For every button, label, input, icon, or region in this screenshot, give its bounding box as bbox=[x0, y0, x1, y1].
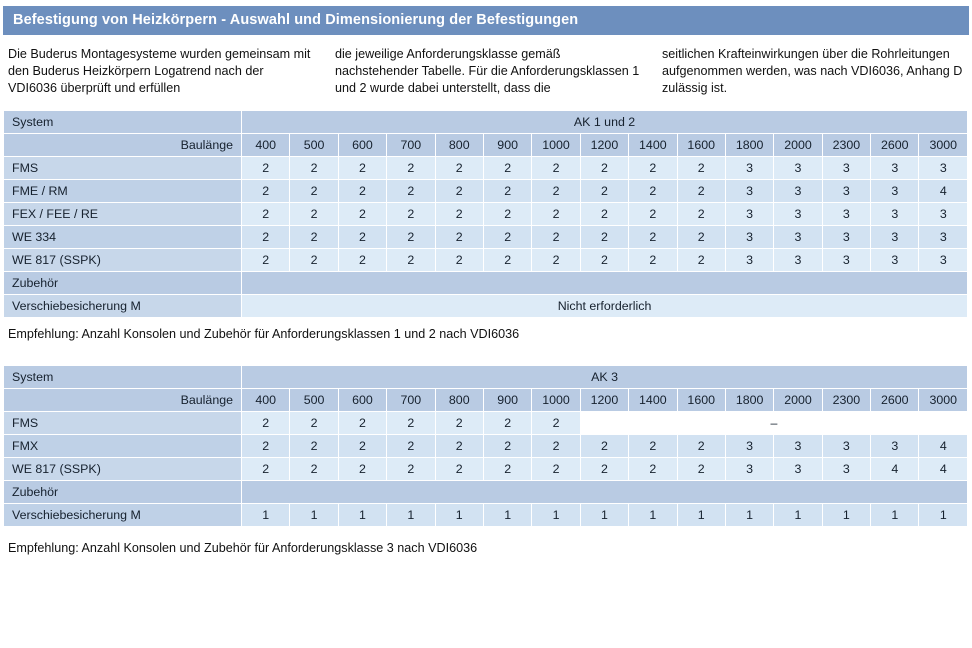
t2-length-800: 800 bbox=[435, 389, 483, 412]
t1-cell-0-12: 3 bbox=[822, 157, 870, 180]
t2-cell-0-2: 2 bbox=[338, 412, 386, 435]
table-row bbox=[4, 458, 968, 481]
table2-caption: Empfehlung: Anzahl Konsolen und Zubehör für Anforderungsklasse 3 nach VDI6036 bbox=[8, 541, 478, 555]
t1-cell-2-11: 3 bbox=[774, 203, 822, 226]
table-ak-1-und-2 bbox=[3, 110, 968, 318]
t2-cell-2-3: 2 bbox=[387, 458, 435, 481]
t1-cell-3-3: 2 bbox=[387, 226, 435, 249]
t2-accessory-cell-7: 1 bbox=[580, 504, 628, 527]
intro-text-block bbox=[8, 46, 967, 97]
t2-accessory-cell-6: 1 bbox=[532, 504, 580, 527]
t2-length-1400: 1400 bbox=[629, 389, 677, 412]
spacer bbox=[0, 341, 972, 365]
table-row-header-system bbox=[4, 366, 968, 389]
t1-cell-4-2: 2 bbox=[338, 249, 386, 272]
table-row bbox=[4, 435, 968, 458]
t2-cell-1-5: 2 bbox=[483, 435, 531, 458]
t1-length-1200: 1200 bbox=[580, 134, 628, 157]
t1-cell-1-14: 4 bbox=[919, 180, 968, 203]
t1-cell-4-12: 3 bbox=[822, 249, 870, 272]
t1-cell-4-6: 2 bbox=[532, 249, 580, 272]
t1-cell-3-7: 2 bbox=[580, 226, 628, 249]
t1-cell-1-11: 3 bbox=[774, 180, 822, 203]
t2-length-700: 700 bbox=[387, 389, 435, 412]
t2-length-900: 900 bbox=[483, 389, 531, 412]
t1-length-800: 800 bbox=[435, 134, 483, 157]
t2-cell-2-8: 2 bbox=[629, 458, 677, 481]
t2-length-2300: 2300 bbox=[822, 389, 870, 412]
t1-row-4-name: WE 817 (SSPK) bbox=[4, 249, 242, 272]
t1-cell-4-3: 2 bbox=[387, 249, 435, 272]
t2-cell-0-4: 2 bbox=[435, 412, 483, 435]
t2-cell-2-7: 2 bbox=[580, 458, 628, 481]
t1-cell-3-12: 3 bbox=[822, 226, 870, 249]
t2-cell-1-4: 2 bbox=[435, 435, 483, 458]
t2-accessory-cell-14: 1 bbox=[919, 504, 968, 527]
t2-cell-2-12: 3 bbox=[822, 458, 870, 481]
t1-length-2600: 2600 bbox=[871, 134, 919, 157]
table-row-accessory bbox=[4, 295, 968, 318]
t2-ak-header: AK 3 bbox=[242, 366, 968, 389]
t2-row-1-name: FMX bbox=[4, 435, 242, 458]
table-row-header-lengths bbox=[4, 134, 968, 157]
t2-cell-1-13: 3 bbox=[871, 435, 919, 458]
t1-cell-1-2: 2 bbox=[338, 180, 386, 203]
t2-cell-1-12: 3 bbox=[822, 435, 870, 458]
t1-cell-1-1: 2 bbox=[290, 180, 338, 203]
t2-cell-1-7: 2 bbox=[580, 435, 628, 458]
t1-cell-2-6: 2 bbox=[532, 203, 580, 226]
t2-baulaenge-label: Baulänge bbox=[4, 389, 242, 412]
t2-cell-2-1: 2 bbox=[290, 458, 338, 481]
t1-cell-0-9: 2 bbox=[677, 157, 725, 180]
table-row-header-system bbox=[4, 111, 968, 134]
t1-cell-3-9: 2 bbox=[677, 226, 725, 249]
intro-paragraph-3: seitlichen Krafteinwirkungen über die Rohrleitungen aufgenommen werden, was nach VDI6036, Anhang D zulässig ist. bbox=[662, 47, 963, 95]
t2-cell-2-10: 3 bbox=[725, 458, 773, 481]
t2-cell-1-14: 4 bbox=[919, 435, 968, 458]
t2-length-1200: 1200 bbox=[580, 389, 628, 412]
t2-cell-1-9: 2 bbox=[677, 435, 725, 458]
t2-zubehoer-empty bbox=[242, 481, 968, 504]
t2-cell-2-11: 3 bbox=[774, 458, 822, 481]
t1-cell-3-8: 2 bbox=[629, 226, 677, 249]
t2-accessory-name: Verschiebesicherung M bbox=[4, 504, 242, 527]
t2-row-0-name: FMS bbox=[4, 412, 242, 435]
table-row bbox=[4, 157, 968, 180]
t1-cell-4-8: 2 bbox=[629, 249, 677, 272]
t1-accessory-name: Verschiebesicherung M bbox=[4, 295, 242, 318]
intro-paragraph-2: die jeweilige Anforderungsklasse gemäß nachstehender Tabelle. Für die Anforderungsklassen 1 und 2 wurde dabei unterstellt, dass die bbox=[335, 47, 640, 95]
t2-cell-0-0: 2 bbox=[242, 412, 290, 435]
t1-cell-4-9: 2 bbox=[677, 249, 725, 272]
t1-cell-3-2: 2 bbox=[338, 226, 386, 249]
t2-accessory-cell-0: 1 bbox=[242, 504, 290, 527]
t1-row-2-name: FEX / FEE / RE bbox=[4, 203, 242, 226]
t1-cell-2-8: 2 bbox=[629, 203, 677, 226]
t1-cell-3-13: 3 bbox=[871, 226, 919, 249]
t1-cell-3-0: 2 bbox=[242, 226, 290, 249]
table-row-zubehoer bbox=[4, 481, 968, 504]
t2-accessory-cell-2: 1 bbox=[338, 504, 386, 527]
t1-cell-3-6: 2 bbox=[532, 226, 580, 249]
t2-accessory-cell-9: 1 bbox=[677, 504, 725, 527]
t2-cell-2-0: 2 bbox=[242, 458, 290, 481]
t2-length-1600: 1600 bbox=[677, 389, 725, 412]
t2-length-3000: 3000 bbox=[919, 389, 968, 412]
t1-cell-3-1: 2 bbox=[290, 226, 338, 249]
t1-cell-0-0: 2 bbox=[242, 157, 290, 180]
t2-zubehoer-label: Zubehör bbox=[4, 481, 242, 504]
t2-cell-2-4: 2 bbox=[435, 458, 483, 481]
t1-cell-2-2: 2 bbox=[338, 203, 386, 226]
t2-cell-0-3: 2 bbox=[387, 412, 435, 435]
table-row bbox=[4, 249, 968, 272]
table1-caption: Empfehlung: Anzahl Konsolen und Zubehör für Anforderungsklassen 1 und 2 nach VDI6036 bbox=[8, 327, 520, 341]
t2-length-1000: 1000 bbox=[532, 389, 580, 412]
t2-length-1800: 1800 bbox=[725, 389, 773, 412]
t1-zubehoer-empty bbox=[242, 272, 968, 295]
t2-accessory-cell-12: 1 bbox=[822, 504, 870, 527]
t1-cell-3-10: 3 bbox=[725, 226, 773, 249]
page-title: Befestigung von Heizkörpern - Auswahl und Dimensionierung der Befestigungen bbox=[3, 6, 969, 35]
t2-cell-2-9: 2 bbox=[677, 458, 725, 481]
t1-length-600: 600 bbox=[338, 134, 386, 157]
table-row-header-lengths bbox=[4, 389, 968, 412]
t2-cell-2-5: 2 bbox=[483, 458, 531, 481]
table-row-zubehoer bbox=[4, 272, 968, 295]
t1-cell-1-6: 2 bbox=[532, 180, 580, 203]
t1-cell-4-4: 2 bbox=[435, 249, 483, 272]
t2-cell-2-13: 4 bbox=[871, 458, 919, 481]
t2-cell-1-11: 3 bbox=[774, 435, 822, 458]
t1-cell-1-8: 2 bbox=[629, 180, 677, 203]
t2-cell-1-8: 2 bbox=[629, 435, 677, 458]
t1-cell-4-0: 2 bbox=[242, 249, 290, 272]
t1-length-2000: 2000 bbox=[774, 134, 822, 157]
t1-cell-4-5: 2 bbox=[483, 249, 531, 272]
t1-length-700: 700 bbox=[387, 134, 435, 157]
t1-cell-4-1: 2 bbox=[290, 249, 338, 272]
t2-accessory-cell-8: 1 bbox=[629, 504, 677, 527]
document-page bbox=[0, 6, 972, 648]
t1-length-3000: 3000 bbox=[919, 134, 968, 157]
t1-cell-0-8: 2 bbox=[629, 157, 677, 180]
t1-cell-3-11: 3 bbox=[774, 226, 822, 249]
intro-paragraph-1: Die Buderus Montagesysteme wurden gemeinsam mit den Buderus Heizkörpern Logatrend nach der VDI6036 überprüft und erfüllen bbox=[8, 47, 311, 95]
t1-accessory-span: Nicht erforderlich bbox=[242, 295, 968, 318]
t1-cell-2-10: 3 bbox=[725, 203, 773, 226]
t1-cell-0-13: 3 bbox=[871, 157, 919, 180]
t1-cell-2-1: 2 bbox=[290, 203, 338, 226]
t1-cell-1-0: 2 bbox=[242, 180, 290, 203]
t1-cell-0-2: 2 bbox=[338, 157, 386, 180]
t1-cell-2-4: 2 bbox=[435, 203, 483, 226]
t1-cell-0-14: 3 bbox=[919, 157, 968, 180]
table-row bbox=[4, 180, 968, 203]
t1-length-500: 500 bbox=[290, 134, 338, 157]
t1-row-3-name: WE 334 bbox=[4, 226, 242, 249]
t1-cell-3-5: 2 bbox=[483, 226, 531, 249]
t1-cell-3-4: 2 bbox=[435, 226, 483, 249]
t1-cell-0-6: 2 bbox=[532, 157, 580, 180]
t1-length-1800: 1800 bbox=[725, 134, 773, 157]
t1-cell-2-3: 2 bbox=[387, 203, 435, 226]
table-ak-3 bbox=[3, 365, 968, 527]
t2-cell-0-1: 2 bbox=[290, 412, 338, 435]
t1-system-header: System bbox=[4, 111, 242, 134]
t1-cell-4-7: 2 bbox=[580, 249, 628, 272]
t1-length-1400: 1400 bbox=[629, 134, 677, 157]
t2-cell-1-2: 2 bbox=[338, 435, 386, 458]
t1-cell-2-5: 2 bbox=[483, 203, 531, 226]
t2-accessory-cell-3: 1 bbox=[387, 504, 435, 527]
t1-cell-1-10: 3 bbox=[725, 180, 773, 203]
t1-cell-3-14: 3 bbox=[919, 226, 968, 249]
t1-cell-0-7: 2 bbox=[580, 157, 628, 180]
t2-cell-1-3: 2 bbox=[387, 435, 435, 458]
t2-length-2600: 2600 bbox=[871, 389, 919, 412]
t2-cell-2-2: 2 bbox=[338, 458, 386, 481]
t1-cell-4-13: 3 bbox=[871, 249, 919, 272]
t2-row-2-name: WE 817 (SSPK) bbox=[4, 458, 242, 481]
t2-cell-0-5: 2 bbox=[483, 412, 531, 435]
t1-cell-4-10: 3 bbox=[725, 249, 773, 272]
t1-cell-0-10: 3 bbox=[725, 157, 773, 180]
table-row-accessory bbox=[4, 504, 968, 527]
t1-cell-1-5: 2 bbox=[483, 180, 531, 203]
t1-cell-1-12: 3 bbox=[822, 180, 870, 203]
t2-cell-1-0: 2 bbox=[242, 435, 290, 458]
t2-accessory-cell-10: 1 bbox=[725, 504, 773, 527]
t1-baulaenge-label: Baulänge bbox=[4, 134, 242, 157]
t2-cell-2-14: 4 bbox=[919, 458, 968, 481]
t1-length-1600: 1600 bbox=[677, 134, 725, 157]
t1-cell-1-13: 3 bbox=[871, 180, 919, 203]
t1-length-900: 900 bbox=[483, 134, 531, 157]
t2-length-600: 600 bbox=[338, 389, 386, 412]
t2-cell-1-10: 3 bbox=[725, 435, 773, 458]
t2-cell-1-1: 2 bbox=[290, 435, 338, 458]
t1-cell-2-9: 2 bbox=[677, 203, 725, 226]
t2-accessory-cell-13: 1 bbox=[871, 504, 919, 527]
t1-cell-2-0: 2 bbox=[242, 203, 290, 226]
t2-length-2000: 2000 bbox=[774, 389, 822, 412]
t1-cell-2-13: 3 bbox=[871, 203, 919, 226]
t1-length-1000: 1000 bbox=[532, 134, 580, 157]
t1-cell-4-14: 3 bbox=[919, 249, 968, 272]
intro-column-2 bbox=[335, 46, 640, 97]
t2-cell-0-6: 2 bbox=[532, 412, 580, 435]
t2-length-500: 500 bbox=[290, 389, 338, 412]
t1-length-2300: 2300 bbox=[822, 134, 870, 157]
t1-cell-0-1: 2 bbox=[290, 157, 338, 180]
t1-cell-1-4: 2 bbox=[435, 180, 483, 203]
table-row bbox=[4, 226, 968, 249]
t1-cell-2-14: 3 bbox=[919, 203, 968, 226]
intro-column-1 bbox=[8, 46, 313, 97]
t2-accessory-cell-11: 1 bbox=[774, 504, 822, 527]
t1-cell-1-7: 2 bbox=[580, 180, 628, 203]
t2-cell-2-6: 2 bbox=[532, 458, 580, 481]
intro-column-3 bbox=[662, 46, 967, 97]
t1-cell-0-3: 2 bbox=[387, 157, 435, 180]
t2-system-header: System bbox=[4, 366, 242, 389]
t1-cell-2-12: 3 bbox=[822, 203, 870, 226]
t1-cell-1-3: 2 bbox=[387, 180, 435, 203]
t1-ak-header: AK 1 und 2 bbox=[242, 111, 968, 134]
t1-cell-0-4: 2 bbox=[435, 157, 483, 180]
t1-length-400: 400 bbox=[242, 134, 290, 157]
t1-cell-1-9: 2 bbox=[677, 180, 725, 203]
t1-cell-0-5: 2 bbox=[483, 157, 531, 180]
t1-cell-2-7: 2 bbox=[580, 203, 628, 226]
t2-accessory-cell-4: 1 bbox=[435, 504, 483, 527]
t2-accessory-cell-1: 1 bbox=[290, 504, 338, 527]
table-row bbox=[4, 203, 968, 226]
t2-row-0-dash: – bbox=[580, 412, 967, 435]
t1-zubehoer-label: Zubehör bbox=[4, 272, 242, 295]
t1-cell-0-11: 3 bbox=[774, 157, 822, 180]
t2-accessory-cell-5: 1 bbox=[483, 504, 531, 527]
table-row bbox=[4, 412, 968, 435]
t1-cell-4-11: 3 bbox=[774, 249, 822, 272]
t1-row-1-name: FME / RM bbox=[4, 180, 242, 203]
t1-row-0-name: FMS bbox=[4, 157, 242, 180]
t2-cell-1-6: 2 bbox=[532, 435, 580, 458]
t2-length-400: 400 bbox=[242, 389, 290, 412]
